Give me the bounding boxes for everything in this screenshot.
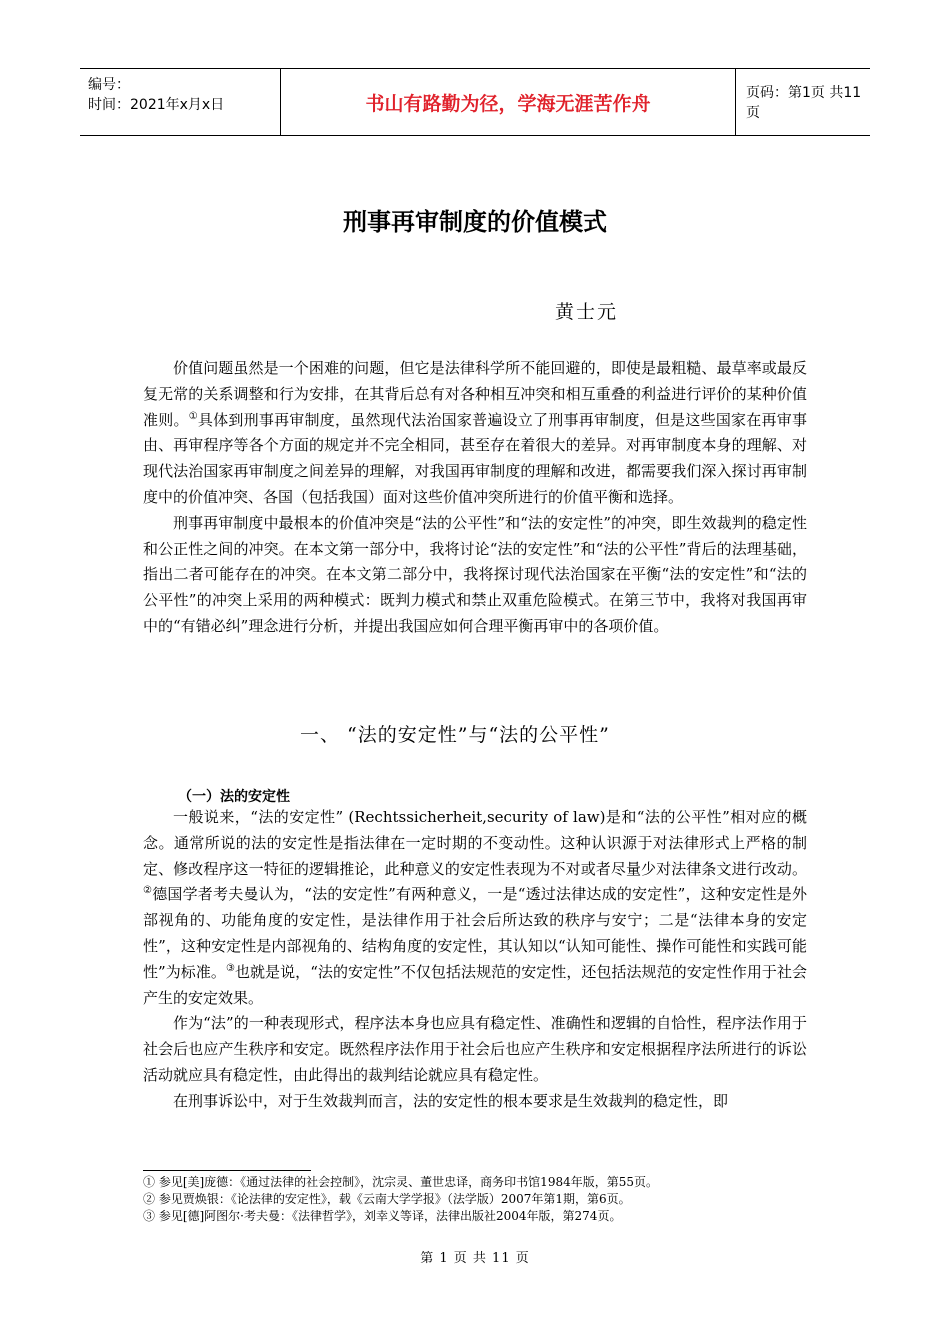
footnote-ref[interactable]: ③ — [225, 962, 235, 974]
footnote-ref[interactable]: ① — [188, 410, 198, 422]
document-header — [80, 68, 870, 136]
document-title: 刑事再审制度的价值模式 — [343, 208, 607, 236]
paragraph — [143, 805, 807, 1011]
paragraph-text: 一般说来，“法的安定性” (Rechtssicherheit,security of law)是和“法的公平性”相对应的概念。通常所说的法的安定性是指法律在一定时期的不变动性。这种认识源于对法律形式上严格的制定、修改程序这一特征的逻辑推论，此种意义的安定性表现为不对或者尽量少对法律条文进行改动。 — [143, 808, 807, 878]
paragraph — [143, 1089, 807, 1115]
paragraph-text: 也就是说，“法的安定性”不仅包括法规范的安定性，还包括法规范的安定性作用于社会产生的安定效果。 — [143, 962, 808, 1007]
paragraph-text: 在刑事诉讼中，对于生效裁判而言，法的安定性的根本要求是生效裁判的稳定性，即 — [173, 1091, 729, 1110]
footnote-2: ② 参见贾焕银：《论法律的安定性》，载《云南大学学报》（法学版）2007年第1期，第6页。 — [143, 1192, 631, 1206]
paragraph — [143, 1011, 807, 1088]
subsection-heading: （一）法的安定性 — [178, 789, 290, 805]
footnote-separator — [143, 1170, 311, 1171]
header-number: 编号： — [88, 77, 130, 93]
footnote-ref[interactable]: ② — [143, 885, 153, 897]
intro-section — [143, 356, 807, 640]
paragraph-text: 价值问题虽然是一个困难的问题，但它是法律科学所不能回避的，即使是最粗糙、最草率或最反复无常的关系调整和行为安排，在其背后总有对各种相互冲突和相互重叠的利益进行评价的某种价值准则。 — [143, 359, 807, 429]
footnotes — [143, 1174, 843, 1225]
paragraph-text: 刑事再审制度中最根本的价值冲突是“法的公平性”和“法的安定性”的冲突，即生效裁判的稳定性和公正性之间的冲突。在本文第一部分中，我将讨论“法的安定性”和“法的公平性”背后的法理基础，指出二者可能存在的冲突。在本文第二部分中，我将探讨现代法治国家在平衡“法的安定性”和“法的公平性”的冲突上采用的两种模式：既判力模式和禁止双重危险模式。在第三节中，我将对我国再审中的“有错必纠”理念进行分析，并提出我国应如何合理平衡再审中的各项价值。 — [143, 513, 807, 635]
header-page-info: 页码：第1页 共11页 — [746, 85, 862, 121]
paragraph — [143, 511, 807, 640]
paragraph-text: 具体到刑事再审制度，虽然现代法治国家普遍设立了刑事再审制度，但是这些国家在再审事由、再审程序等各个方面的规定并不完全相同，甚至存在着很大的差异。对再审制度本身的理解、对现代法治国家再审制度之间差异的理解，对我国再审制度的理解和改进，都需要我们深入探讨再审制度中的价值冲突、各国（包括我国）面对这些价值冲突所进行的价值平衡和选择。 — [143, 410, 807, 506]
section-heading: 一、 “法的安定性”与“法的公平性” — [300, 724, 610, 746]
page-footer: 第 1 页 共 11 页 — [420, 1251, 530, 1266]
paragraph-text: 德国学者考夫曼认为，“法的安定性”有两种意义，一是“透过法律达成的安定性”，这种安定性是外部视角的、功能角度的安定性，是法律作用于社会后所达致的秩序与安宁；二是“法律本身的安定性”，这种安定性是内部视角的、结构角度的安定性，其认知以“认知可能性、操作可能性和实践可能性”为标准。 — [143, 885, 808, 981]
header-meta — [80, 69, 281, 135]
footnote-3: ③ 参见[德]阿图尔·考夫曼：《法律哲学》，刘幸义等译，法律出版社2004年版，第274页。 — [143, 1209, 622, 1223]
paragraph — [143, 356, 807, 511]
paragraph-text: 作为“法”的一种表现形式，程序法本身也应具有稳定性、准确性和逻辑的自恰性，程序法作用于社会后也应产生秩序和安定。既然程序法作用于社会后也应产生秩序和安定根据程序法所进行的诉讼活动就应具有稳定性，由此得出的裁判结论就应具有稳定性。 — [143, 1014, 807, 1084]
author-name: 黄士元 — [555, 301, 619, 323]
header-time: 时间：2021年x月x日 — [88, 97, 225, 113]
footnote-1: ① 参见[美]庞德：《通过法律的社会控制》，沈宗灵、董世忠译，商务印书馆1984年版，第55页。 — [143, 1175, 658, 1189]
header-motto: 书山有路勤为径，学海无涯苦作舟 — [281, 69, 736, 135]
section-body — [143, 805, 807, 1115]
